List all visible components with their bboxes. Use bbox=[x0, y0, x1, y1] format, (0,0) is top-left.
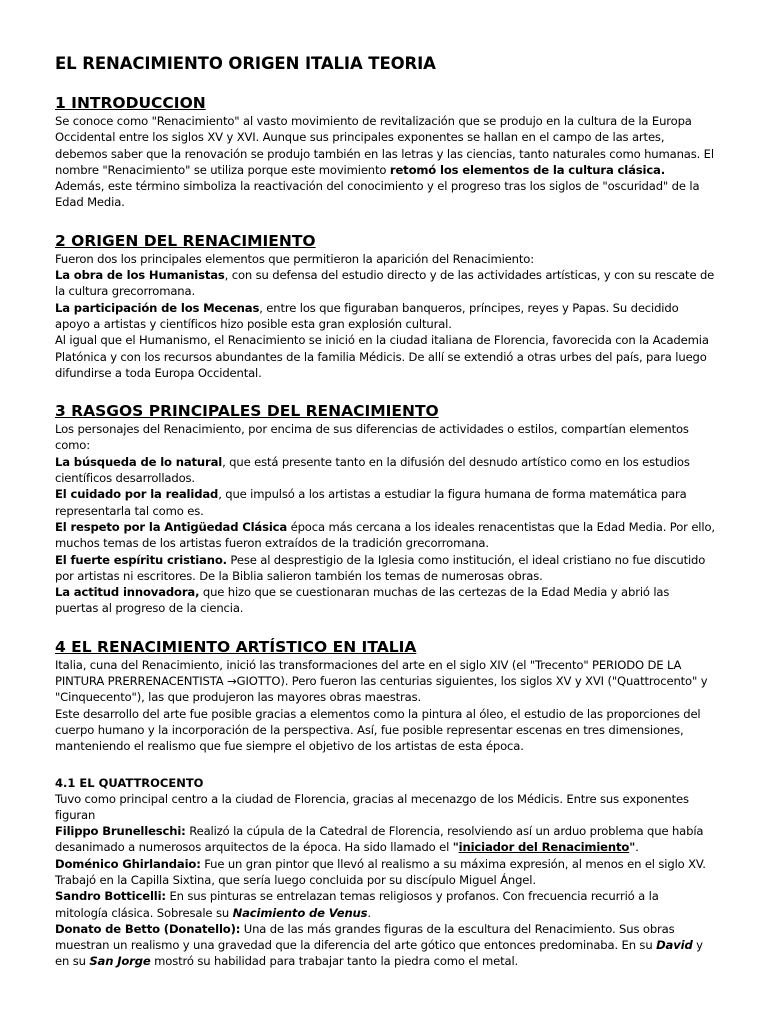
artist-entry bbox=[55, 888, 715, 921]
bold-text: La participación de los Mecenas bbox=[55, 300, 260, 315]
work-title: David bbox=[656, 938, 693, 953]
text: , entre los que figuraban banqueros, príncipes, reyes y Papas. Su decidido apoyo a artistas y científicos hizo posible esta gran explosión cultural. bbox=[55, 300, 679, 331]
text: . bbox=[635, 840, 639, 855]
artist-name: Filippo Brunelleschi: bbox=[55, 824, 186, 839]
paragraph: Al igual que el Humanismo, el Renacimiento se inició en la ciudad italiana de Florencia, favorecida con la Academia Platónica y con los recursos abundantes de la familia Médicis. De allí se extendió a otras urbes del país, para luego difundirse a toda Europa Occidental. bbox=[55, 333, 709, 380]
artist-name: Sandro Botticelli: bbox=[55, 889, 166, 904]
document-title: EL RENACIMIENTO ORIGEN ITALIA TEORIA bbox=[55, 54, 436, 73]
section-heading: 3 RASGOS PRINCIPALES DEL RENACIMIENTO bbox=[55, 402, 439, 421]
text: , que está presente tanto en la difusión del desnudo artístico como en los estudios científicos desarrollados. bbox=[55, 454, 690, 486]
text: Realizó la cúpula de la Catedral de Florencia, resolviendo así un arduo problema que había desanimado a numerosos arquitectos de la época. Ha sido llamado el bbox=[55, 824, 704, 855]
subsection-quattrocento bbox=[55, 775, 715, 970]
artist-entry bbox=[55, 823, 715, 856]
paragraph: Los personajes del Renacimiento, por encima de sus diferencias de actividades o estilos, compartían elementos como: bbox=[55, 422, 689, 453]
text: , con su defensa del estudio directo y de las actividades artísticas, y con su rescate de la cultura grecorromana. bbox=[55, 268, 715, 299]
text: mostró su habilidad para trabajar tanto la piedra como el metal. bbox=[150, 954, 519, 969]
quote-mark: " bbox=[452, 840, 459, 855]
section-heading: 4 EL RENACIMIENTO ARTÍSTICO EN ITALIA bbox=[55, 637, 417, 656]
list-item bbox=[55, 584, 715, 617]
artist-name: Donato de Betto (Donatello): bbox=[55, 921, 241, 936]
list-item bbox=[55, 454, 715, 487]
paragraph: Este desarrollo del arte fue posible gracias a elementos como la pintura al óleo, el estudio de las proporciones del cuerpo humano y la incorporación de la perspectiva. Así, fue posible representar escenas en tres dimensiones, manteniendo el realismo que fue siempre el objetivo de los artistas de esta época. bbox=[55, 706, 701, 754]
text: En sus pinturas se entrelazan temas religiosos y profanos. Con frecuencia recurrió a la mitología clásica. Sobresale su bbox=[55, 889, 659, 920]
quote-mark: " bbox=[629, 840, 636, 855]
document-page bbox=[55, 54, 715, 970]
text: Fue un gran pintor que llevó al realismo a su máxima expresión, al menos en el siglo XV. Trabajó en la Capilla Sixtina, que sería luego concluida por su discípulo Miguel Ángel. bbox=[55, 856, 706, 887]
bold-text: El fuerte espíritu cristiano. bbox=[55, 552, 227, 567]
text: y en su bbox=[55, 938, 703, 969]
paragraph: Además, este término simboliza la reactivación del conocimiento y el progreso tras los siglos de "oscuridad" de la Edad Media. bbox=[55, 179, 700, 210]
paragraph: Italia, cuna del Renacimiento, inició las transformaciones del arte en el siglo XIV (el "Trecento" PERIODO DE LA PINTURA PRERRENACENTISTA →GIOTTO). Pero fueron las centurias siguientes, los siglos XV y XVI ("Quattrocento" y "Cinquecento"), las que produjeron las mayores obras maestras. bbox=[55, 657, 708, 705]
section-origen bbox=[55, 231, 715, 381]
bold-text: retomó los elementos de la cultura clásica. bbox=[389, 162, 665, 177]
subsection-heading: 4.1 EL QUATTROCENTO bbox=[55, 775, 204, 790]
bold-text: El cuidado por la realidad bbox=[55, 487, 219, 502]
iniciador-link[interactable]: iniciador del Renacimiento bbox=[458, 840, 630, 855]
text: Pese al desprestigio de la Iglesia como institución, el ideal cristiano no fue discutido por artistas ni escritores. De la Biblia salieron también los temas de numerosas obras. bbox=[55, 552, 706, 583]
text: que hizo que se cuestionaran muchas de las certezas de la Edad Media y abrió las puertas al progreso de la ciencia. bbox=[55, 585, 670, 616]
work-title: Nacimiento de Venus bbox=[232, 905, 368, 920]
text: . bbox=[367, 905, 371, 920]
artist-name: Doménico Ghirlandaio: bbox=[55, 856, 201, 871]
section-rasgos bbox=[55, 401, 715, 617]
section-renacimiento-artistico bbox=[55, 637, 715, 755]
text: Se conoce como "Renacimiento" al vasto movimiento de revitalización que se produjo en la cultura de la Europa Occidental entre los siglos XV y XVI. Aunque sus principales exponentes se hallan en el campo de las artes, debemos saber que la renovación se produjo también en las letras y las ciencias, tanto naturales como humanas. El nombre "Renacimiento" se utiliza porque este movimiento bbox=[55, 114, 714, 177]
bold-text: La búsqueda de lo natural bbox=[55, 454, 223, 469]
artist-entry bbox=[55, 921, 715, 970]
text: , que impulsó a los artistas a estudiar la figura humana de forma matemática para representarla tal como es. bbox=[55, 487, 687, 518]
paragraph: Tuvo como principal centro a la ciudad de Florencia, gracias al mecenazgo de los Médicis. Entre sus exponentes figuran bbox=[55, 791, 689, 822]
paragraph bbox=[55, 113, 715, 178]
text: Una de las más grandes figuras de la escultura del Renacimiento. Sus obras muestran un realismo y una gravedad que la diferencia del arte gótico que entonces predominaba. En su bbox=[55, 921, 675, 953]
list-item bbox=[55, 267, 715, 300]
list-item bbox=[55, 552, 715, 585]
work-title: San Jorge bbox=[89, 954, 151, 969]
list-item bbox=[55, 486, 715, 519]
artist-entry bbox=[55, 856, 715, 889]
bold-text: La obra de los Humanistas bbox=[55, 268, 225, 283]
text: época más cercana a los ideales renacentistas que la Edad Media. Por ello, muchos temas de los artistas fueron extraídos de la tradición grecorromana. bbox=[55, 519, 715, 551]
bold-text: El respeto por la Antigüedad Clásica bbox=[55, 519, 288, 534]
list-item bbox=[55, 519, 715, 552]
section-heading: 1 INTRODUCCION bbox=[55, 94, 206, 112]
bold-text: La actitud innovadora, bbox=[55, 585, 200, 600]
list-item bbox=[55, 300, 715, 333]
section-heading: 2 ORIGEN DEL RENACIMIENTO bbox=[55, 231, 316, 250]
section-introduccion bbox=[55, 93, 715, 211]
paragraph: Fueron dos los principales elementos que permitieron la aparición del Renacimiento: bbox=[55, 251, 534, 266]
